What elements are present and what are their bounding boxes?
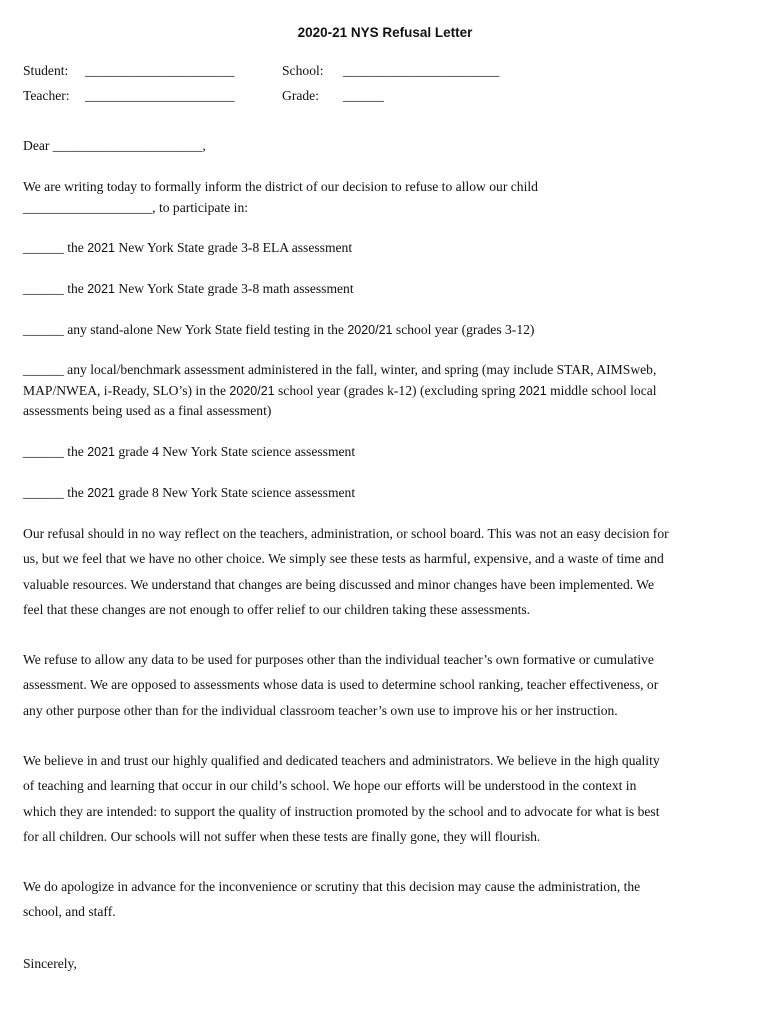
- item-ela-year: 2021: [87, 241, 116, 255]
- item-ela-text: New York State grade 3-8 ELA assessment: [118, 240, 353, 255]
- item-math: [23, 280, 354, 298]
- paragraph-line: us, but we feel that we have no other choice. We simply see these tests as harmful, expensive, and a waste of time and: [23, 551, 664, 567]
- item-field-year: 2020/21: [347, 323, 393, 337]
- item-sci8-blank: ______: [23, 485, 64, 500]
- paragraph-refusal-reason: [23, 521, 753, 623]
- paragraph-line: We believe in and trust our highly qualified and dedicated teachers and administrators. We believe in the high quality: [23, 753, 660, 768]
- item-field-testing: [23, 321, 534, 339]
- intro-line-1: We are writing today to formally inform the district of our decision to refuse to allow our child: [23, 179, 538, 194]
- item-sci4-year: 2021: [87, 445, 116, 459]
- paragraph-line: for all children. Our schools will not suffer when these tests are finally gone, they will flourish.: [23, 829, 541, 845]
- item-ela: [23, 239, 352, 257]
- item-sci8-text: grade 8 New York State science assessment: [118, 485, 356, 500]
- item-math-text: New York State grade 3-8 math assessment: [118, 281, 354, 296]
- teacher-blank: ______________________: [85, 88, 235, 103]
- item-math-blank: ______: [23, 281, 64, 296]
- item-science-8: [23, 484, 355, 502]
- item-math-pre: the: [67, 281, 84, 296]
- paragraph-line: feel that these changes are not enough to offer relief to our children taking these assessments.: [23, 602, 531, 618]
- item-sci4-blank: ______: [23, 444, 64, 459]
- item-local-line-1: ______ any local/benchmark assessment administered in the fall, winter, and spring (may include STAR, AIMSweb,: [23, 362, 657, 377]
- item-local-line2-pre: MAP/NWEA, i-Ready, SLO’s) in the: [23, 383, 227, 398]
- grade-label: Grade:: [282, 88, 319, 103]
- item-local-line2-post: middle school local: [550, 383, 657, 398]
- item-local-line2-mid: school year (grades k-12) (excluding spring: [278, 383, 516, 398]
- closing: Sincerely,: [23, 956, 77, 971]
- item-sci8-year: 2021: [87, 486, 116, 500]
- item-local-year-2: 2021: [518, 384, 547, 398]
- school-blank: _______________________: [343, 63, 500, 78]
- student-label: Student:: [23, 63, 69, 78]
- item-field-blank: ______: [23, 322, 64, 337]
- item-sci4-text: grade 4 New York State science assessment: [118, 444, 356, 459]
- paragraph-line: assessment. We are opposed to assessments whose data is used to determine school ranking, teacher effectiveness, or: [23, 677, 659, 693]
- grade-blank: ______: [343, 88, 384, 103]
- intro-line-2: ___________________, to participate in:: [23, 200, 249, 215]
- item-math-year: 2021: [87, 282, 116, 296]
- paragraph-line: school, and staff.: [23, 904, 116, 920]
- item-sci4-pre: the: [67, 444, 84, 459]
- teacher-label: Teacher:: [23, 88, 70, 103]
- item-science-4: [23, 443, 355, 461]
- paragraph-apology: [23, 874, 753, 925]
- item-local-line-3: assessments being used as a final assessment): [23, 403, 272, 418]
- paragraph-data-use: [23, 647, 753, 723]
- item-ela-pre: the: [67, 240, 84, 255]
- paragraph-line: valuable resources. We understand that changes are being discussed and minor changes have been implemented. We: [23, 576, 655, 592]
- paragraph-trust: [23, 748, 753, 850]
- paragraph-line: of teaching and learning that occur in our child’s school. We hope our efforts will be understood in the context in: [23, 778, 637, 794]
- paragraph-line: We refuse to allow any data to be used for purposes other than the individual teacher’s own formative or cumulative: [23, 652, 654, 667]
- item-field-pre: any stand-alone New York State field testing in the: [67, 322, 344, 337]
- student-blank: ______________________: [85, 63, 235, 78]
- paragraph-line: We do apologize in advance for the inconvenience or scrutiny that this decision may cause the administration, the: [23, 879, 641, 894]
- paragraph-line: Our refusal should in no way reflect on the teachers, administration, or school board. This was not an easy decision for: [23, 526, 669, 541]
- document-title: 2020-21 NYS Refusal Letter: [297, 25, 473, 40]
- paragraph-line: which they are intended: to support the quality of instruction promoted by the school and to advocate for what is best: [23, 803, 660, 819]
- item-local-year: 2020/21: [229, 384, 275, 398]
- school-label: School:: [282, 63, 324, 78]
- greeting: Dear ______________________,: [23, 138, 206, 153]
- paragraph-line: any other purpose other than for the individual classroom teacher’s own use to improve his or her instruction.: [23, 702, 618, 718]
- item-field-text: school year (grades 3-12): [395, 322, 535, 337]
- item-sci8-pre: the: [67, 485, 84, 500]
- item-local-line-2: [23, 382, 657, 400]
- item-ela-blank: ______: [23, 240, 64, 255]
